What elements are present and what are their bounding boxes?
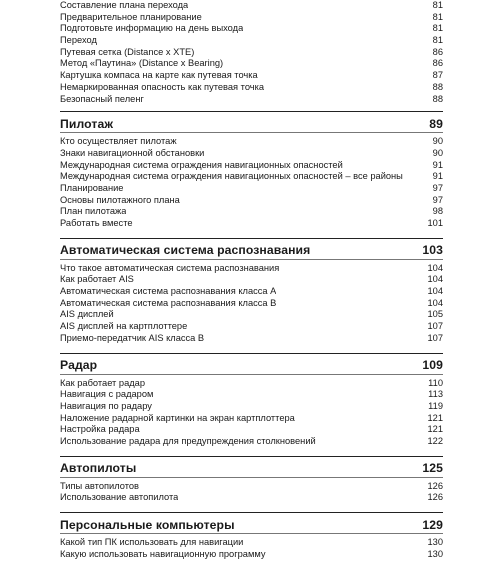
toc-entry (60, 436, 443, 448)
toc-entry-page: 122 (427, 435, 443, 446)
toc-entry-page: 86 (432, 46, 443, 57)
toc-entry-title: Какую использовать навигационную программу (60, 548, 266, 559)
toc-section (60, 111, 443, 232)
toc-entry-title: Использование автопилота (60, 492, 179, 503)
toc-entry-page: 121 (427, 424, 443, 435)
toc-entry-page: 90 (432, 136, 443, 147)
toc-entry-title: Использование радара для предупреждения столкновений (60, 435, 316, 446)
toc-entry-title: Навигация с радаром (60, 389, 154, 400)
toc-entry-page: 104 (427, 286, 443, 297)
toc-entry (60, 378, 443, 390)
toc-entry (60, 136, 443, 148)
toc-section-heading (60, 357, 443, 375)
toc-entry-title: Знаки навигационной обстановки (60, 147, 205, 158)
toc-entry-page: 107 (427, 321, 443, 332)
toc-entry (60, 70, 443, 82)
toc-entry-page: 81 (432, 23, 443, 34)
toc-section (60, 353, 443, 450)
toc-entry (60, 333, 443, 345)
toc-entry-title: Международная система ограждения навигационных опасностей – все районы (60, 171, 403, 182)
toc-entry-page: 126 (427, 480, 443, 491)
toc-entry-page: 97 (432, 182, 443, 193)
toc-entry (60, 321, 443, 333)
toc-entry (60, 171, 443, 183)
toc-entry (60, 160, 443, 172)
toc-entry-page: 104 (427, 262, 443, 273)
toc-entry (60, 206, 443, 218)
toc-entry (60, 481, 443, 493)
table-of-contents (60, 0, 443, 562)
toc-entry-title: Настройка радара (60, 424, 140, 435)
toc-entry-title: Типы автопилотов (60, 480, 139, 491)
toc-section-page: 129 (422, 517, 443, 532)
toc-entry (60, 424, 443, 436)
toc-entry-page: 110 (428, 377, 443, 388)
toc-entry-title: Предварительное планирование (60, 11, 202, 22)
toc-entry (60, 549, 443, 561)
toc-entry (60, 0, 443, 12)
toc-entry-title: Немаркированная опасность как путевая точка (60, 81, 265, 92)
toc-entry-title: Какой тип ПК использовать для навигации (60, 537, 244, 547)
toc-entry (60, 12, 443, 24)
toc-entry (60, 537, 443, 549)
toc-section-title: Радар (60, 358, 98, 372)
toc-entry-page: 91 (432, 171, 443, 182)
toc-entry-page: 91 (432, 159, 443, 170)
toc-entry (60, 263, 443, 275)
toc-section-title: Персональные компьютеры (60, 517, 235, 532)
toc-entry (60, 183, 443, 195)
toc-entry-page: 113 (428, 389, 443, 400)
toc-entry-title: Основы пилотажного плана (60, 194, 180, 205)
toc-entry-title: Картушка компаса на карте как путевая точка (60, 70, 258, 81)
toc-entry-title: Как работает AIS (60, 274, 134, 285)
toc-entry-page: 119 (428, 400, 443, 411)
toc-section (60, 456, 443, 506)
toc-entry-page: 105 (427, 309, 443, 320)
toc-entry (60, 148, 443, 160)
toc-entry-title: Подготовьте информацию на день выхода (60, 23, 244, 34)
toc-entry (60, 492, 443, 504)
toc-entry-page: 87 (432, 70, 443, 81)
toc-entry (60, 94, 443, 106)
toc-entry-title: Автоматическая система распознавания класса В (60, 297, 277, 308)
toc-entry (60, 218, 443, 230)
toc-entry-page: 107 (427, 332, 443, 343)
toc-entry (60, 47, 443, 59)
toc-entry-title: Составление плана перехода (60, 0, 189, 10)
toc-entry (60, 413, 443, 425)
toc-section-heading (60, 516, 443, 534)
toc-section-page: 89 (429, 116, 443, 131)
toc-entry-page: 81 (432, 35, 443, 46)
toc-entry-title: Безопасный пеленг (60, 93, 144, 104)
toc-entry-title: План пилотажа (60, 206, 127, 217)
toc-entry-title: Приемо-передатчик AIS класса В (60, 332, 205, 343)
toc-entry-title: AIS дисплей на картплоттере (60, 321, 188, 332)
toc-entry-title: Кто осуществляет пилотаж (60, 136, 177, 147)
toc-section-heading (60, 242, 443, 260)
toc-entry-title: Планирование (60, 182, 124, 193)
toc-entry-page: 88 (432, 93, 443, 104)
toc-entry-title: Наложение радарной картинки на экран картплоттера (60, 412, 295, 423)
toc-section (60, 512, 443, 562)
toc-entry (60, 309, 443, 321)
toc-entry-title: Международная система ограждения навигационных опасностей (60, 159, 343, 170)
toc-entry-page: 97 (432, 194, 443, 205)
toc-entry-page: 130 (427, 548, 443, 559)
toc-entry-title: Как работает радар (60, 377, 146, 388)
toc-entry (60, 298, 443, 310)
toc-entry (60, 401, 443, 413)
toc-entry (60, 286, 443, 298)
toc-section (60, 238, 443, 347)
toc-section-page: 109 (422, 358, 443, 372)
toc-entry (60, 58, 443, 70)
toc-entry-page: 126 (427, 492, 443, 503)
toc-entry-title: Навигация по радару (60, 400, 152, 411)
toc-entry (60, 82, 443, 94)
toc-entry-page: 86 (432, 58, 443, 69)
toc-entry-title: Работать вместе (60, 218, 133, 228)
toc-entry-page: 130 (427, 537, 443, 547)
toc-entry-page: 88 (432, 81, 443, 92)
toc-entry-title: Метод «Паутина» (Distance x Bearing) (60, 58, 224, 69)
toc-section-title: Автоматическая система распознавания (60, 243, 311, 258)
toc-group (60, 0, 443, 105)
toc-section-page: 125 (422, 461, 443, 476)
toc-entry-title: Автоматическая система распознавания класса А (60, 286, 277, 297)
toc-entry-page: 121 (427, 412, 443, 423)
toc-entry-title: Путевая сетка (Distance x XTE) (60, 46, 195, 57)
toc-entry-title: Переход (60, 35, 97, 46)
toc-entry-page: 81 (432, 11, 443, 22)
toc-section-page: 103 (422, 243, 443, 258)
toc-entry-page: 81 (432, 0, 443, 10)
toc-entry-page: 98 (432, 206, 443, 217)
toc-sections (60, 111, 443, 562)
toc-section-title: Автопилоты (60, 461, 137, 476)
toc-entry (60, 195, 443, 207)
toc-entry (60, 274, 443, 286)
toc-entry-title: Что такое автоматическая система распознавания (60, 262, 280, 273)
toc-section-heading (60, 460, 443, 478)
toc-section-title: Пилотаж (60, 116, 114, 131)
toc-entry (60, 35, 443, 47)
toc-entry-title: AIS дисплей (60, 309, 114, 320)
toc-entry (60, 389, 443, 401)
toc-entry-page: 104 (427, 274, 443, 285)
toc-entry-page: 101 (427, 218, 443, 228)
toc-entry-page: 104 (427, 297, 443, 308)
toc-section-heading (60, 115, 443, 133)
toc-entry-page: 90 (432, 147, 443, 158)
toc-entry (60, 23, 443, 35)
